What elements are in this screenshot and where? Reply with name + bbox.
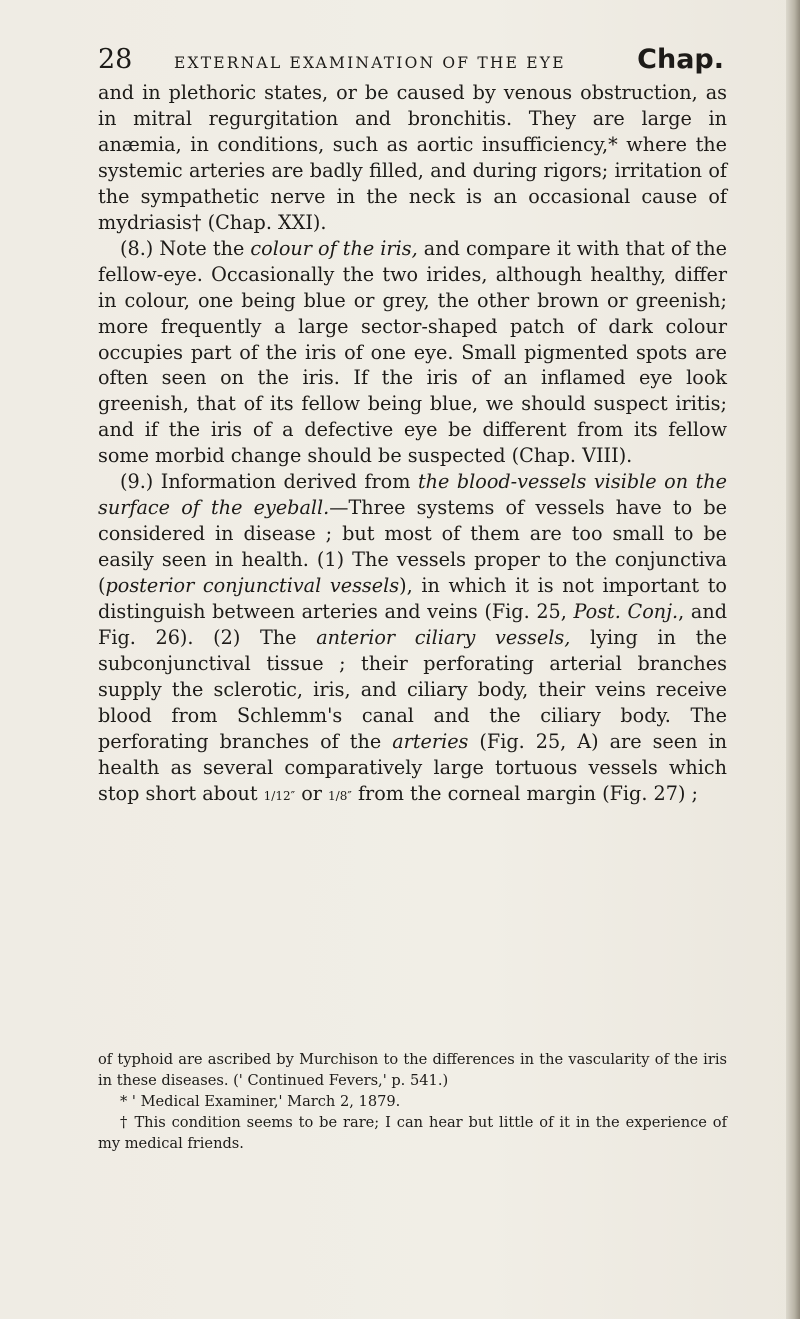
footnote-dagger: † This condition seems to be rare; I can hear but little of it in the experience of my medical friends. [98,1114,727,1152]
footnotes [98,1049,727,1154]
paragraph-3-emphasis-4: anterior ciliary vessels, [316,626,571,650]
paragraph-3-part-f: (Fig. 25, A) are seen in health as several comparatively large tortuous vessels which stop short about [98,729,727,805]
paragraph-2 [98,236,727,470]
footnote-continued: of typhoid are ascribed by Murchison to the differences in the vascularity of the iris in these diseases. (' Continued Fevers,' p. 541.) [98,1051,727,1089]
paragraph-3-emphasis-5: arteries [392,729,469,753]
paragraph-3-part-d: , and Fig. 26). (2) The [98,600,727,650]
page-header [98,44,724,84]
paragraph-3-part-b: —Three systems of vessels have to be considered in disease ; but most of them are too small to be easily seen in health. (1) The vessels proper to the conjunctiva ( [98,496,727,598]
page-number: 28 [98,44,133,75]
page-edge-shadow [786,0,800,1319]
paragraph-3-emphasis-2: posterior conjunctival vessels [105,574,400,598]
running-title: EXTERNAL EXAMINATION OF THE EYE [174,54,566,72]
paragraph-3-part-c: ), in which it is not important to distinguish between arteries and veins (Fig. 25, [98,574,727,624]
paragraph-3-emphasis-1: the blood-vessels visible on the surface of the eyeball. [98,470,727,520]
paragraph-3 [98,469,727,809]
paragraph-2-lead: (8.) Note the [120,236,251,260]
paragraph-3-part-g: or [295,781,329,805]
paragraph-1: and in plethoric states, or be caused by venous obstruction, as in mitral regurgitation and bronchitis. They are large in anæmia, in conditions, such as aortic insufficiency,* where the systemic arteries are badly filled, and during rigors; irritation of the sympathetic nerve in the neck is an occasional cause of mydriasis† (Chap. XXI). [98,81,727,234]
paragraph-2-body: and compare it with that of the fellow-eye. Occasionally the two irides, although healthy, differ in colour, one being blue or grey, the other brown or greenish; more frequently a large sector-shaped patch of dark colour occupies part of the iris of one eye. Small pigmented spots are often seen on the iris. If the iris of an inflamed eye look greenish, that of its fellow being blue, we should suspect iritis; and if the iris of a defective eye be different from its fellow some morbid change should be suspected (Chap. VIII). [98,236,727,468]
fraction-one-twelfth: 1/12″ [263,788,296,803]
paragraph-3-lead: (9.) Information derived from [120,470,418,494]
paragraph-3-part-h: from the corneal margin (Fig. 27) ; [351,781,699,805]
chapter-label: Chap. [637,44,724,75]
footnote-star: * ' Medical Examiner,' March 2, 1879. [120,1093,401,1110]
paragraph-2-emphasis: colour of the iris, [250,236,418,260]
paragraph-3-emphasis-3: Post. Conj. [573,600,679,624]
paragraph-3-part-e: lying in the subconjunctival tissue ; their perforating arterial branches supply the sclerotic, iris, and ciliary body, their veins receive blood from Schlemm's canal and the ciliary body. The perforating branches of the [98,626,728,753]
main-text [98,80,727,810]
fraction-one-eighth: 1/8″ [328,788,352,803]
